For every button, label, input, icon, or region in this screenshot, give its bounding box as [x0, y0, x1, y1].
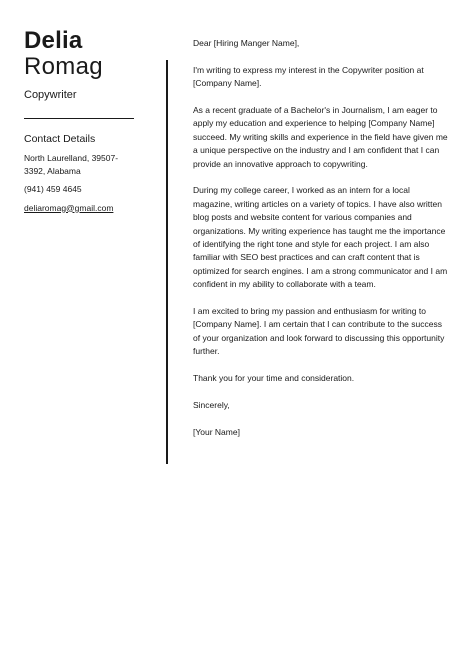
vertical-divider [166, 60, 168, 464]
address-line: North Laurelland, 39507- [24, 153, 119, 163]
contact-heading: Contact Details [24, 133, 96, 145]
address-line: 3392, Alabama [24, 165, 81, 176]
phone-number: (941) 459 4645 [24, 184, 82, 194]
letter-paragraph: As a recent graduate of a Bachelor's in Journalism, I am eager to apply my education and experience to helping [Company Name] succeed. My writing skills and experience in the field have given me a unique perspective on the industry and I am confident that I can provide an innovative approach to copywriting. [193, 105, 448, 169]
last-name: Romag [24, 53, 103, 80]
closing: Sincerely, [193, 399, 230, 410]
letter-paragraph: I'm writing to express my interest in the Copywriter position at [Company Name]. [193, 64, 424, 89]
salutation: Dear [Hiring Manger Name], [193, 38, 300, 48]
letter-body [193, 37, 448, 452]
first-name: Delia [24, 27, 83, 54]
sidebar [24, 28, 144, 214]
job-title: Copywriter [24, 89, 77, 101]
email-link[interactable]: deliaromag@gmail.com [24, 202, 114, 213]
sidebar-rule [24, 118, 134, 119]
letter-paragraph: Thank you for your time and consideration. [193, 373, 355, 384]
signature-name: [Your Name] [193, 426, 240, 437]
letter-paragraph: During my college career, I worked as an intern for a local magazine, writing articles on a variety of topics. I have also written blog posts and website content for various companies and organizations. My writing experience has taught me the importance of identifying the right tone and style for each project. I am also familiar with SEO best practices and can craft content that is optimized for search engines. I am a strong communicator and I am confident in my ability to collaborate with a team. [193, 185, 448, 290]
letter-paragraph: I am excited to bring my passion and enthusiasm for writing to [Company Name]. I am certain that I can contribute to the success of your organization and look forward to discussing this opportunity further. [193, 306, 445, 357]
contact-address [24, 152, 144, 177]
